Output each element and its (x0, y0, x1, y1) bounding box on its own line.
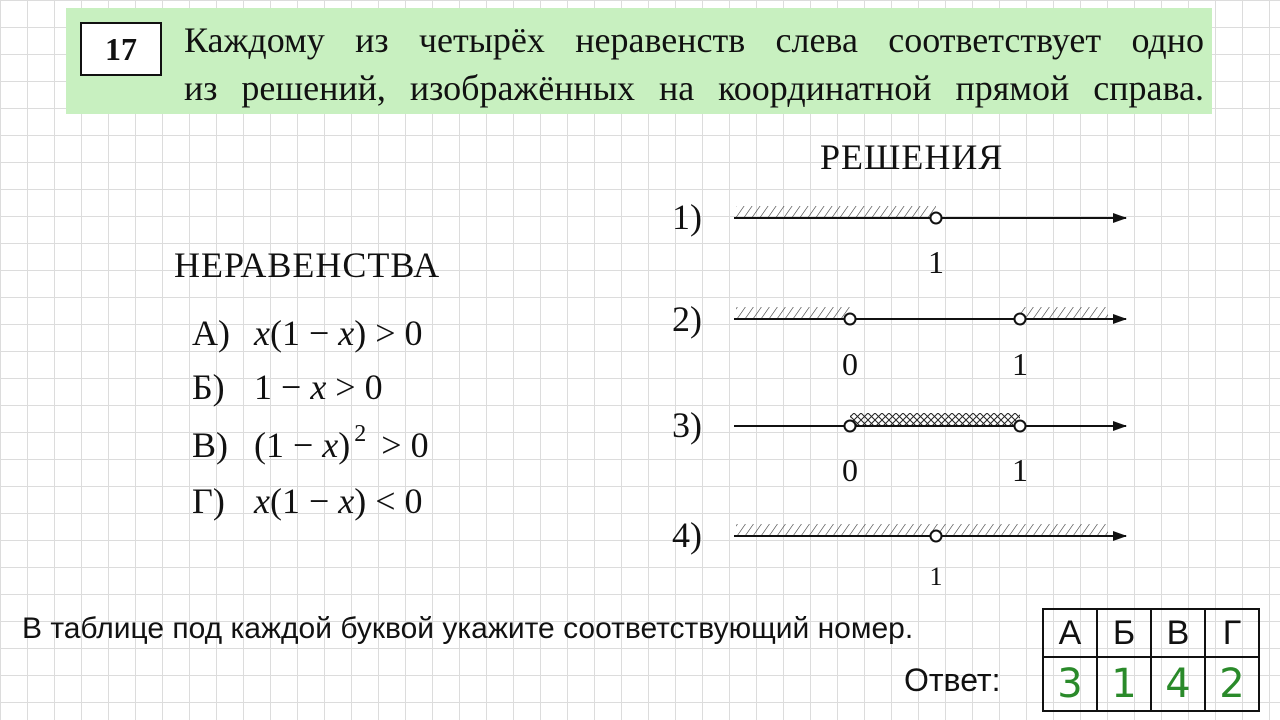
open-point (1015, 421, 1026, 432)
open-point (845, 421, 856, 432)
solution-line-2 (734, 307, 1126, 325)
open-point (1015, 314, 1026, 325)
tick-label: 1 (1012, 346, 1028, 382)
var-x: x (338, 481, 355, 521)
solution-line-4 (734, 524, 1126, 542)
instruction-text: В таблице под каждой буквой укажите соответствующий номер. (22, 612, 914, 645)
answer-cell[interactable]: 4 (1151, 657, 1205, 711)
var-x: x (310, 367, 327, 407)
var-x: x (338, 313, 355, 353)
expr-part: (1 − (269, 313, 339, 353)
solution-label-2: 2) (672, 299, 702, 339)
inequality-label: Б) (192, 367, 225, 407)
answer-letter: Г (1205, 609, 1259, 657)
answer-cell[interactable]: 1 (1097, 657, 1151, 711)
task-statement-line-1: Каждому из четырёх неравенств слева соответствует одно (184, 20, 1204, 60)
hatch-region (736, 206, 936, 217)
answer-table (1042, 608, 1260, 712)
answer-cell[interactable]: 3 (1043, 657, 1097, 711)
task-statement-line-2: из решений, изображённых на координатной прямой справа. (184, 68, 1204, 108)
hatch-region (850, 413, 1020, 425)
solution-label-4: 4) (672, 515, 702, 555)
inequality-label: А) (192, 313, 230, 353)
expr-part: (1 − (254, 425, 323, 465)
expr-part: > 0 (372, 425, 429, 465)
solution-label-3: 3) (672, 405, 702, 445)
answer-letter: В (1151, 609, 1205, 657)
hatch-region (736, 524, 936, 535)
tick-label: 1 (1012, 452, 1028, 488)
var-x: x (254, 481, 270, 521)
tick-label: 1 (928, 244, 944, 280)
expr-part: ) > 0 (354, 313, 423, 353)
answer-cell[interactable]: 2 (1205, 657, 1259, 711)
solution-line-1 (734, 206, 1126, 224)
tick-label: 0 (842, 346, 858, 382)
tick-label: 0 (842, 452, 858, 488)
var-x: x (254, 313, 270, 353)
task-number: 17 (80, 22, 162, 76)
solutions-title: РЕШЕНИЯ (820, 137, 1004, 177)
expr-part: > 0 (326, 367, 383, 407)
hatch-region (1020, 307, 1108, 318)
solution-label-1: 1) (672, 197, 702, 237)
answer-letter: А (1043, 609, 1097, 657)
hatch-region (936, 524, 1108, 535)
tick-label: 1 (929, 562, 943, 591)
open-point (931, 213, 942, 224)
expr-part: 1 − (254, 367, 311, 407)
answer-letter: Б (1097, 609, 1151, 657)
open-point (845, 314, 856, 325)
expr-part: ) < 0 (354, 481, 423, 521)
var-x: x (322, 425, 339, 465)
open-point (931, 531, 942, 542)
inequality-label: В) (192, 425, 228, 465)
expr-part: ) (338, 425, 351, 465)
hatch-region (736, 307, 850, 318)
solution-line-3 (734, 413, 1126, 432)
expr-part: (1 − (269, 481, 339, 521)
answer-label: Ответ: (904, 662, 1001, 698)
inequality-label: Г) (192, 481, 225, 521)
inequalities-title: НЕРАВЕНСТВА (174, 245, 441, 285)
exponent: 2 (354, 421, 367, 447)
